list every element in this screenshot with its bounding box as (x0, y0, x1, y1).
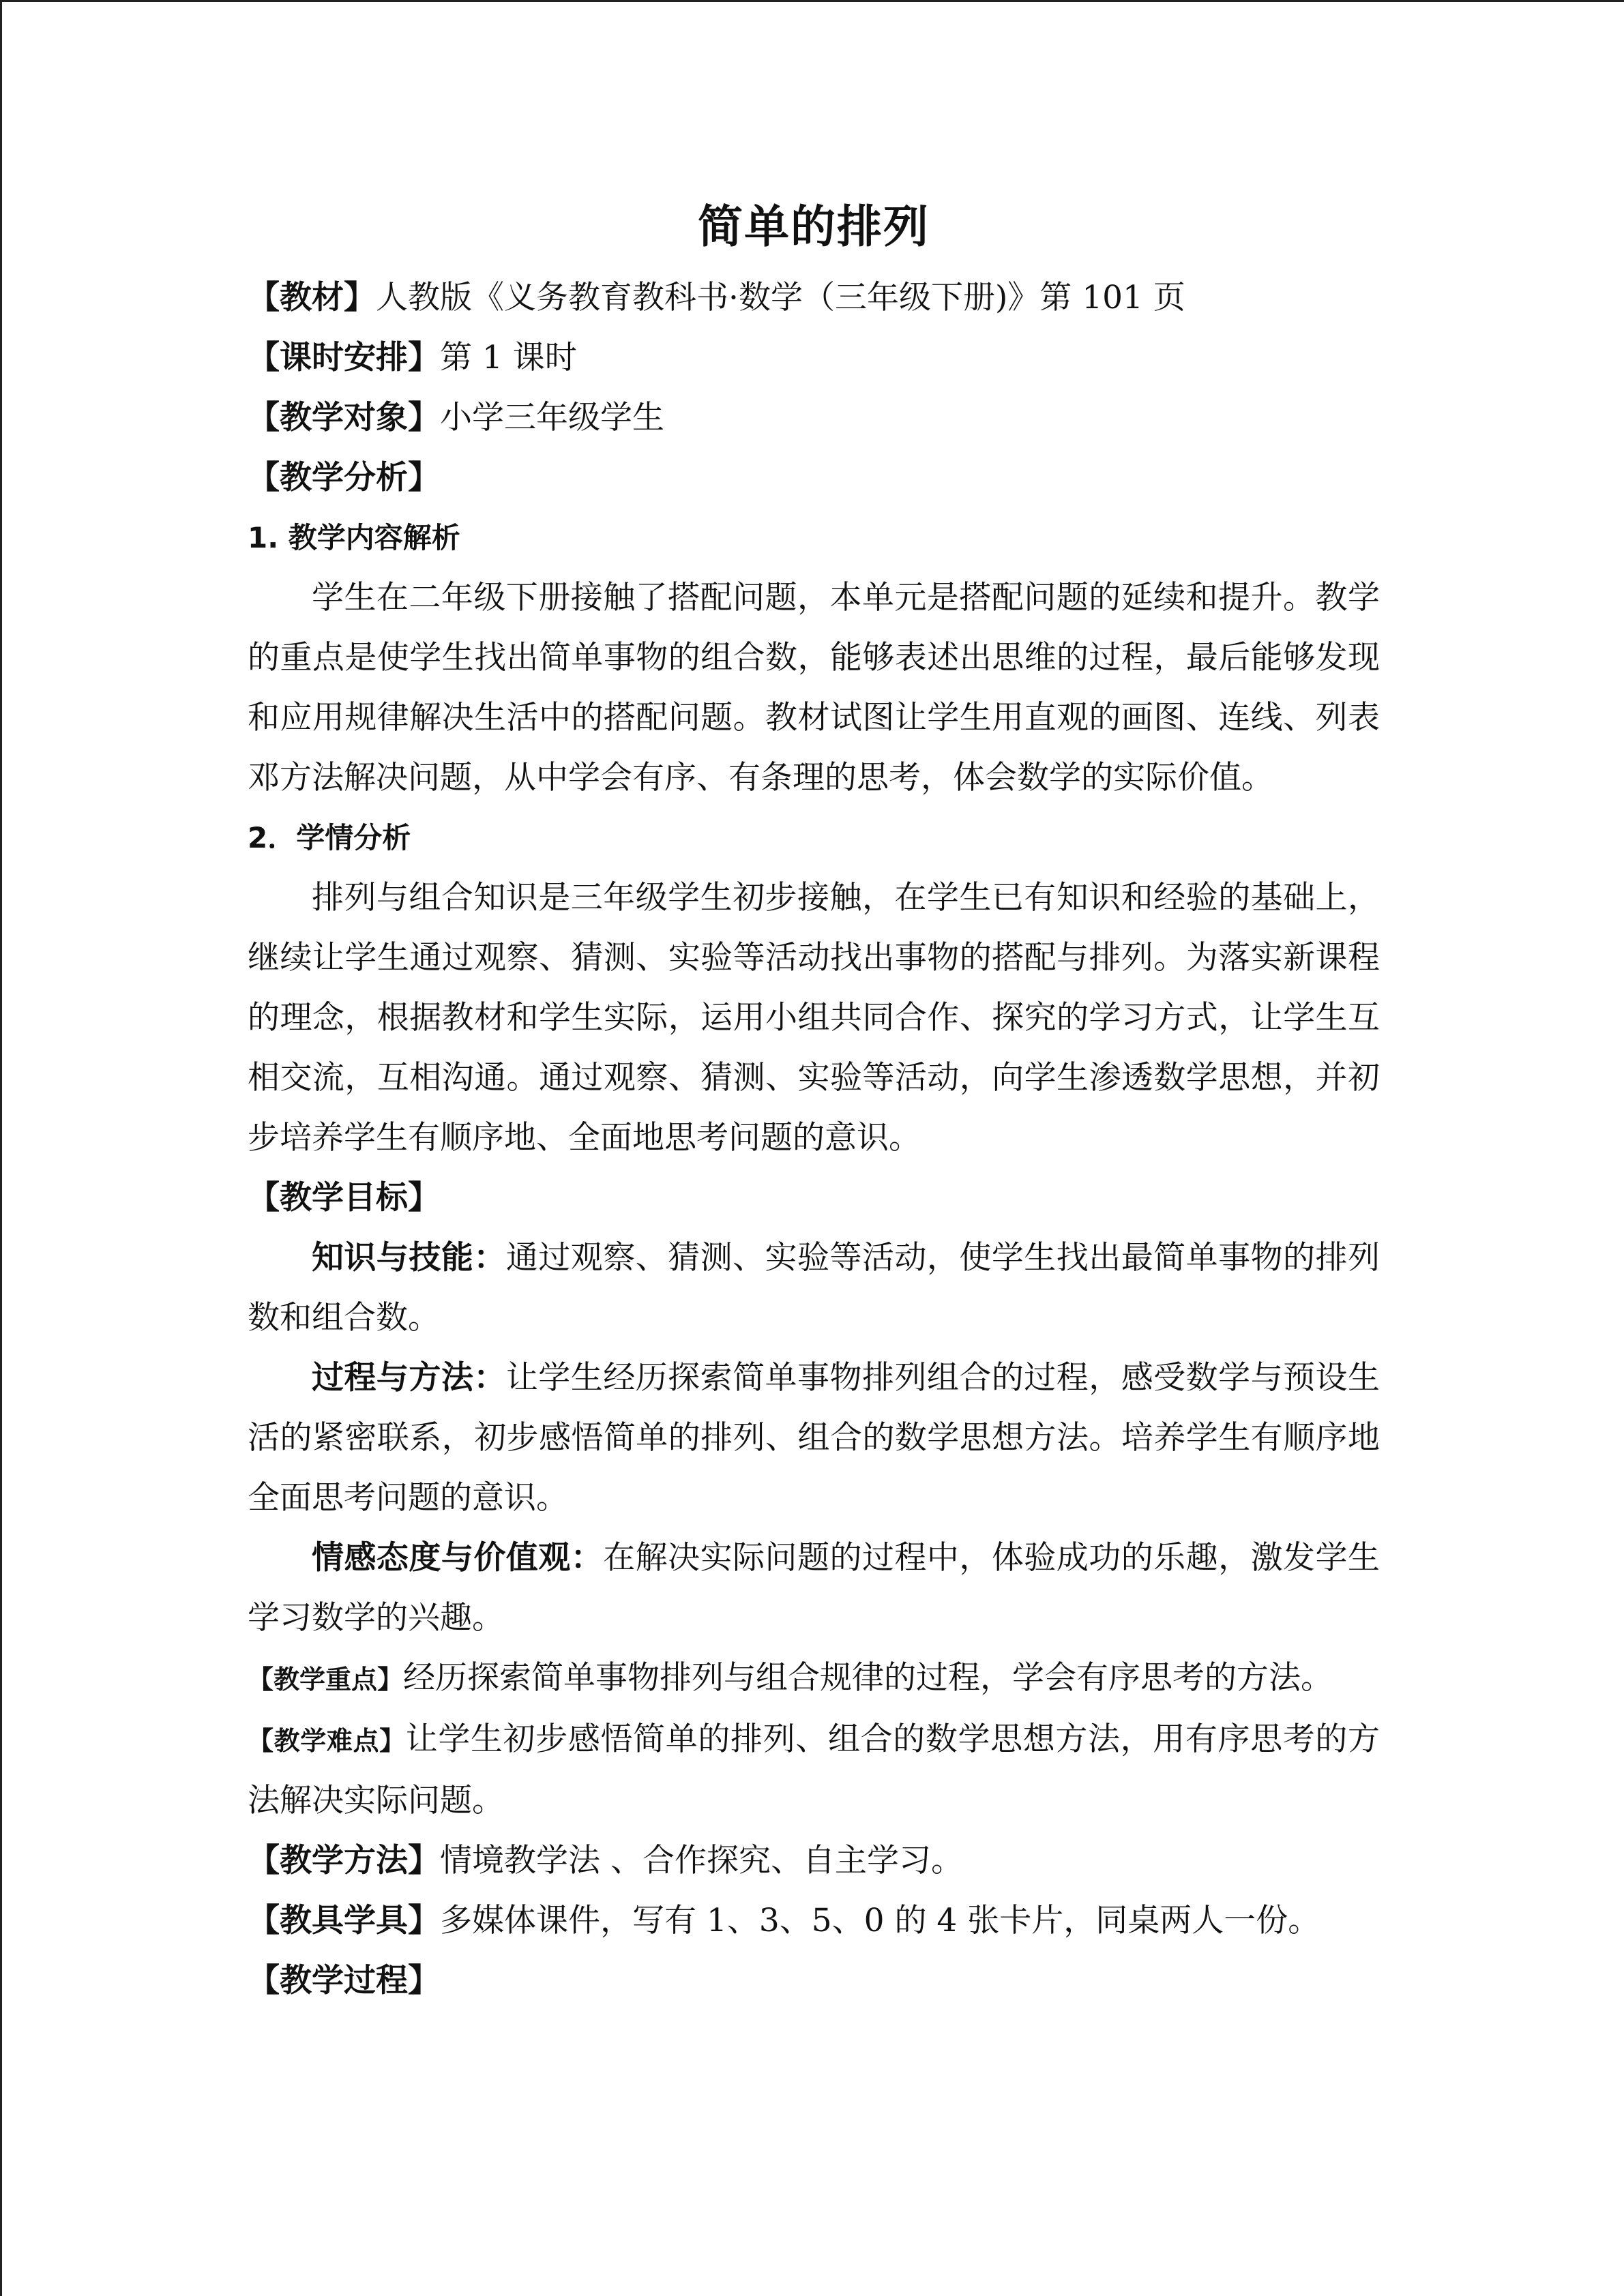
learner-analysis-heading: 2．学情分析 (248, 821, 411, 854)
objective-process (248, 1348, 1380, 1528)
difficulty-line (248, 1710, 1380, 1831)
objectives-heading: 【教学目标】 (248, 1179, 440, 1217)
analysis-heading: 【教学分析】 (248, 459, 440, 496)
content-analysis-heading: 1. 教学内容解析 (248, 521, 460, 554)
learner-analysis-paragraph: 排列与组合知识是三年级学生初步接触，在学生已有知识和经验的基础上，继续让学生通过观察、猜测、实验等活动找出事物的搭配与排列。为落实新课程的理念，根据教材和学生实际，运用小组共同合作、探究的学习方式，让学生互相交流，互相沟通。通过观察、猜测、实验等活动，向学生渗透数学思想，并初步培养学生有顺序地、全面地思考问题的意识。 (248, 879, 1380, 1157)
document-body (248, 186, 1380, 2011)
audience-label: 【教学对象】 (248, 399, 440, 436)
content-analysis-paragraph: 学生在二年级下册接触了搭配问题，本单元是搭配问题的延续和提升。教学的重点是使学生找出简单事物的组合数，能够表述出思维的过程，最后能够发现和应用规律解决生活中的搭配问题。教材试图让学生用直观的画图、连线、列表邓方法解决问题，从中学会有序、有条理的思考，体会数学的实际价值。 (248, 579, 1380, 796)
textbook-value: 人教版《义务教育教科书·数学（三年级下册)》第 101 页 (376, 279, 1185, 316)
document-title: 简单的排列 (698, 200, 930, 253)
objective-attitude (248, 1528, 1380, 1648)
difficulty-label: 【教学难点】 (248, 1726, 406, 1756)
key-point-label: 【教学重点】 (248, 1665, 404, 1695)
schedule-value: 第 1 课时 (440, 339, 577, 376)
objective-process-lead: 过程与方法： (312, 1359, 506, 1397)
objective-knowledge (248, 1228, 1380, 1348)
method-text: 情境教学法 、合作探究、自主学习。 (440, 1842, 963, 1879)
audience-line (248, 388, 1380, 448)
objective-knowledge-lead: 知识与技能： (312, 1239, 506, 1277)
schedule-label: 【课时安排】 (248, 339, 440, 376)
textbook-line (248, 268, 1380, 328)
objective-attitude-text: 在解决实际问题的过程中，体验成功的乐趣，激发学生学习数学的兴趣。 (248, 1539, 1380, 1637)
objective-attitude-lead: 情感态度与价值观： (312, 1539, 604, 1577)
objective-process-text: 让学生经历探索简单事物排列组合的过程，感受数学与预设生活的紧密联系，初步感悟简单的排列、组合的数学思想方法。培养学生有顺序地全面思考问题的意识。 (248, 1359, 1380, 1517)
tools-text: 多媒体课件，写有 1、3、5、0 的 4 张卡片，同桌两人一份。 (440, 1902, 1320, 1939)
tools-line (248, 1891, 1380, 1951)
method-label: 【教学方法】 (248, 1842, 440, 1879)
objective-knowledge-text: 通过观察、猜测、实验等活动，使学生找出最简单事物的排列数和组合数。 (248, 1239, 1380, 1337)
difficulty-text: 让学生初步感悟简单的排列、组合的数学思想方法，用有序思考的方法解决实际问题。 (248, 1720, 1380, 1819)
key-point-line (248, 1648, 1380, 1710)
tools-label: 【教具学具】 (248, 1902, 440, 1939)
key-point-text: 经历探索简单事物排列与组合规律的过程，学会有序思考的方法。 (403, 1659, 1333, 1697)
audience-value: 小学三年级学生 (440, 399, 664, 436)
method-line (248, 1831, 1380, 1891)
textbook-label: 【教材】 (248, 279, 376, 316)
schedule-line (248, 328, 1380, 388)
process-heading: 【教学过程】 (248, 1962, 440, 1999)
